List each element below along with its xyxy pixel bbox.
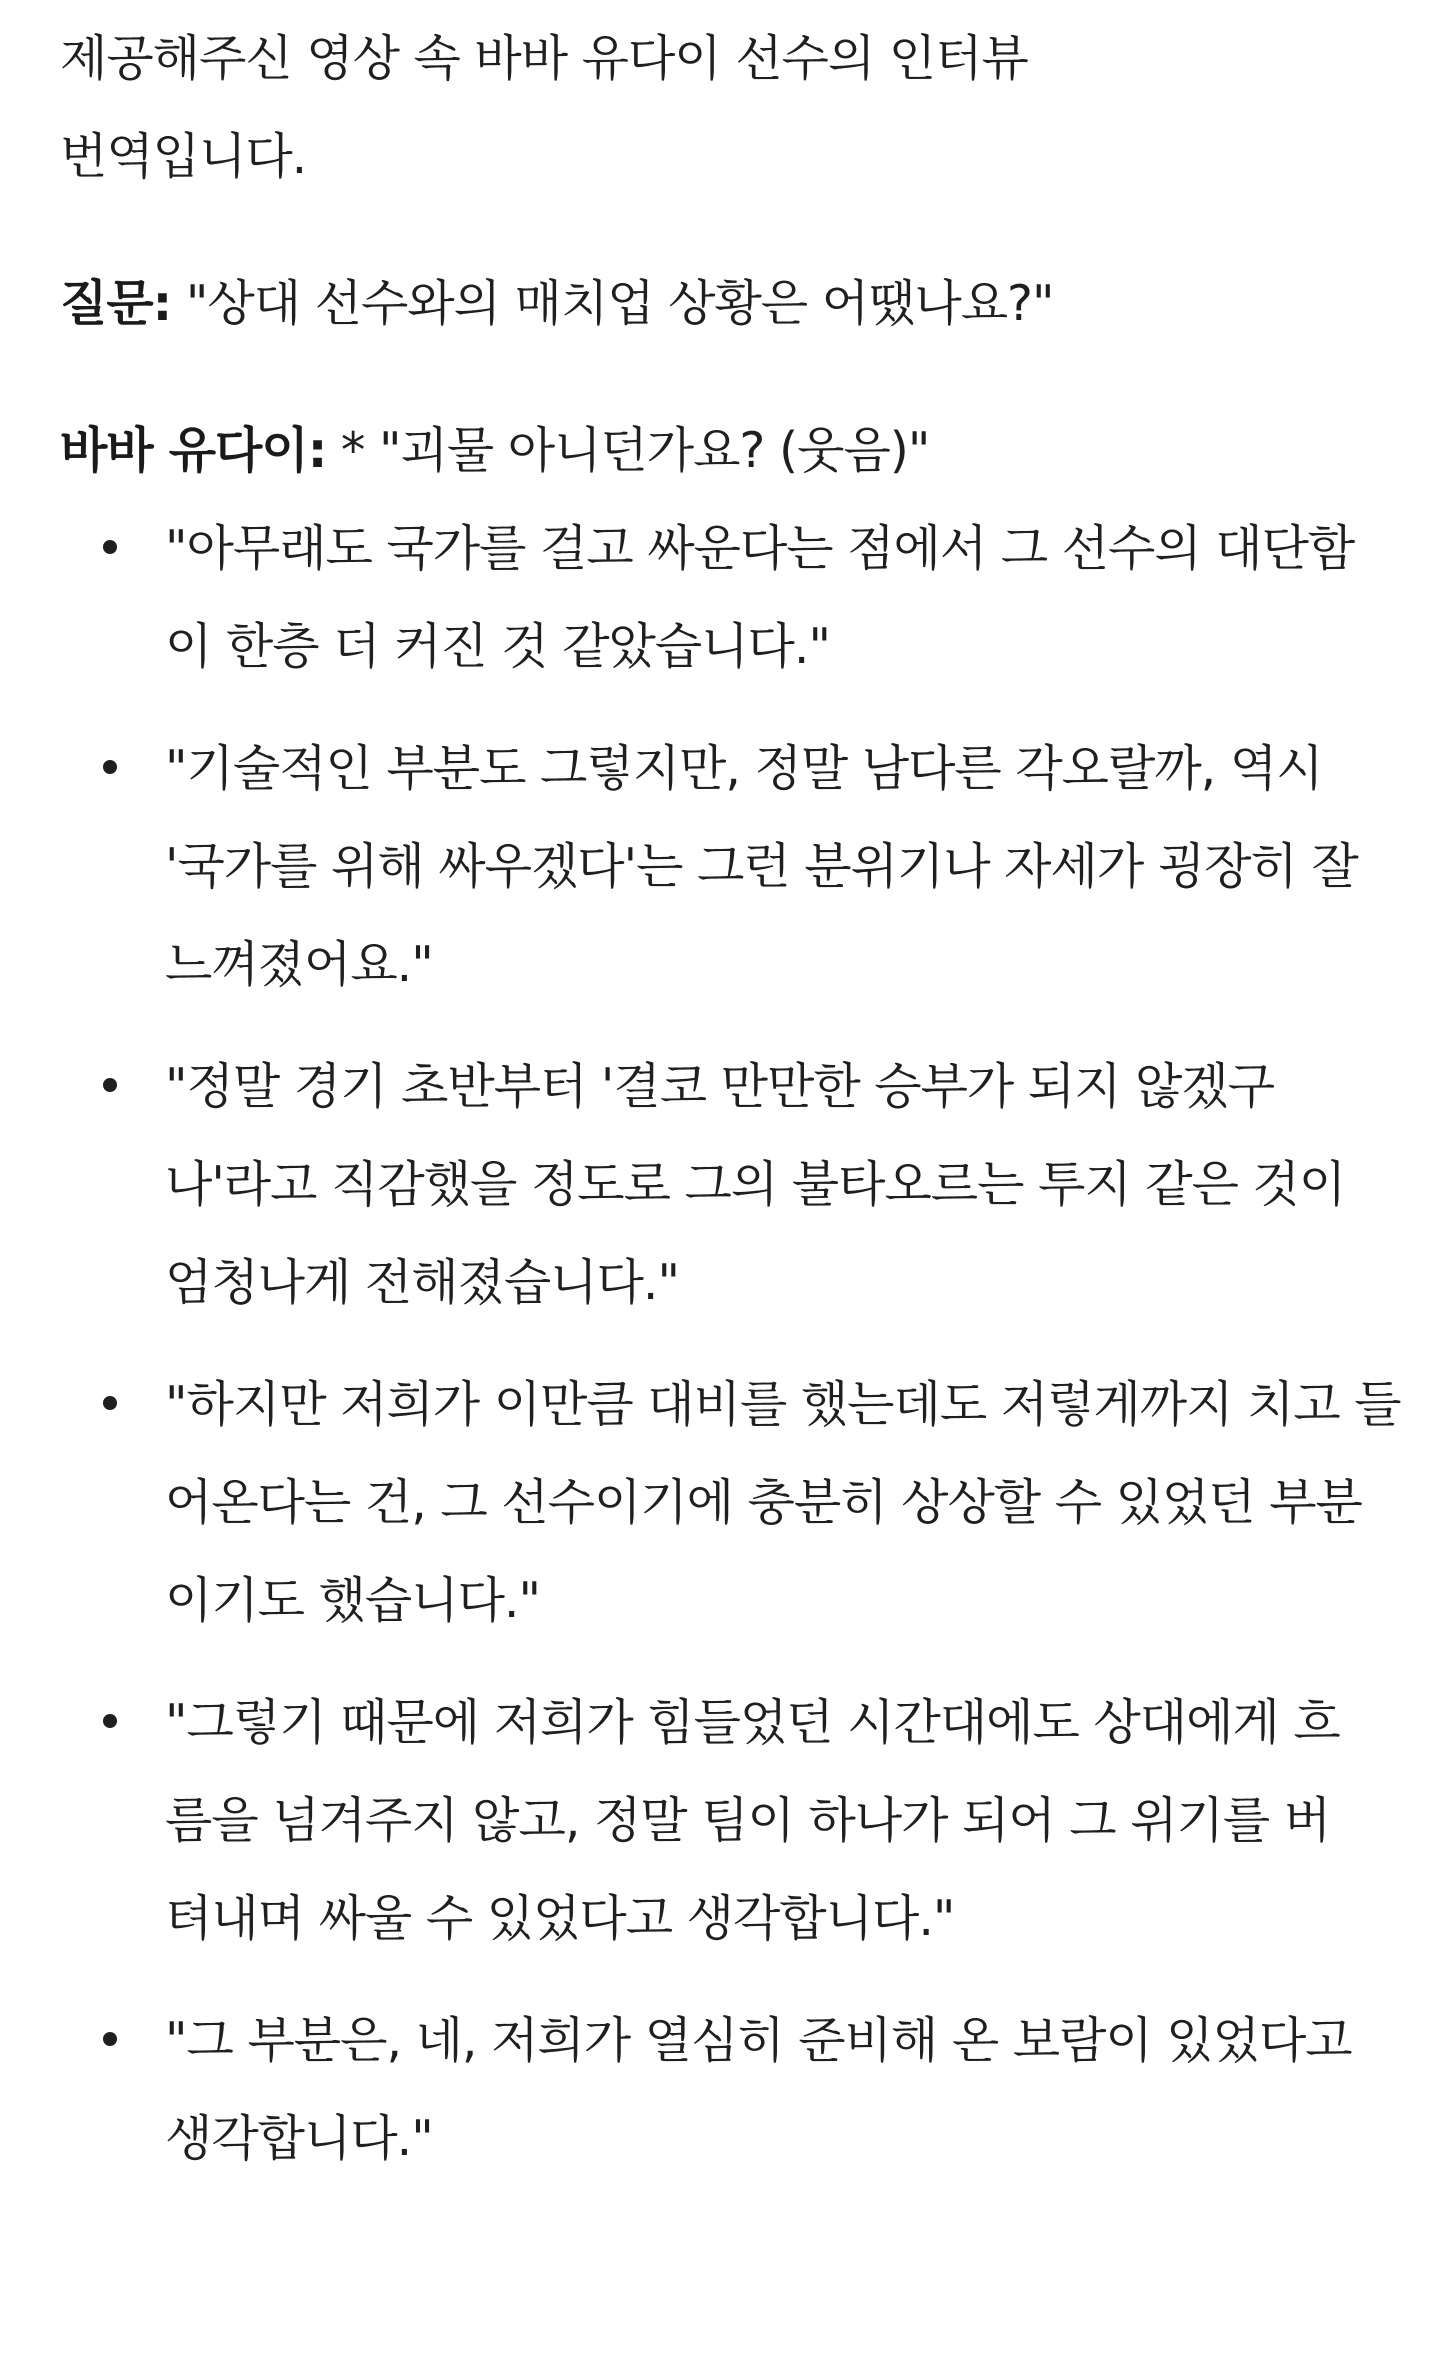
bullet-icon [103, 1078, 117, 1092]
quote-list [60, 500, 1401, 2188]
quote-text: "기술적인 부분도 그렇지만, 정말 남다른 각오랄까, 역시 '국가를 위해 싸우겠다'는 그런 분위기나 자세가 굉장히 잘 느껴졌어요." [165, 740, 1358, 993]
bullet-icon [103, 540, 117, 554]
list-item [60, 1038, 1375, 1332]
bullet-icon [103, 1396, 117, 1410]
intro-line-2: 번역입니다. [60, 128, 307, 185]
bullet-icon [103, 2032, 117, 2046]
answer-label: 바바 유다이: [60, 422, 327, 479]
list-item [60, 1674, 1365, 1968]
quote-text: "아무래도 국가를 걸고 싸운다는 점에서 그 선수의 대단함이 한층 더 커진 것 같았습니다." [165, 520, 1355, 675]
quote-text: "그렇기 때문에 저희가 힘들었던 시간대에도 상대에게 흐름을 넘겨주지 않고, 정말 팀이 하나가 되어 그 위기를 버텨내며 싸울 수 있었다고 생각합니다." [165, 1694, 1340, 1947]
quote-text: "정말 경기 초반부터 '결코 만만한 승부가 되지 않겠구나'라고 직감했을 정도로 그의 불타오르는 투지 같은 것이 엄청나게 전해졌습니다." [165, 1058, 1346, 1311]
quote-text: "하지만 저희가 이만큼 대비를 했는데도 저렇게까지 치고 들어온다는 건, 그 선수이기에 충분히 상상할 수 있었던 부분이기도 했습니다." [165, 1376, 1401, 1629]
quote-text: "그 부분은, 네, 저희가 열심히 준비해 온 보람이 있었다고 생각합니다." [165, 2012, 1352, 2167]
bullet-icon [103, 760, 117, 774]
list-item [60, 1992, 1365, 2188]
intro-paragraph [60, 10, 1380, 206]
question-label: 질문: [60, 275, 172, 332]
answer-paragraph [60, 402, 1380, 500]
question-paragraph [60, 255, 1380, 353]
bullet-icon [103, 1714, 117, 1728]
list-item [60, 500, 1375, 696]
list-item [60, 1356, 1405, 1650]
intro-line-1: 제공해주신 영상 속 바바 유다이 선수의 인터뷰 [60, 30, 1028, 87]
question-text: "상대 선수와의 매치업 상황은 어땠나요?" [171, 275, 1054, 332]
answer-text: * "괴물 아니던가요? (웃음)" [326, 422, 930, 479]
list-item [60, 720, 1395, 1014]
